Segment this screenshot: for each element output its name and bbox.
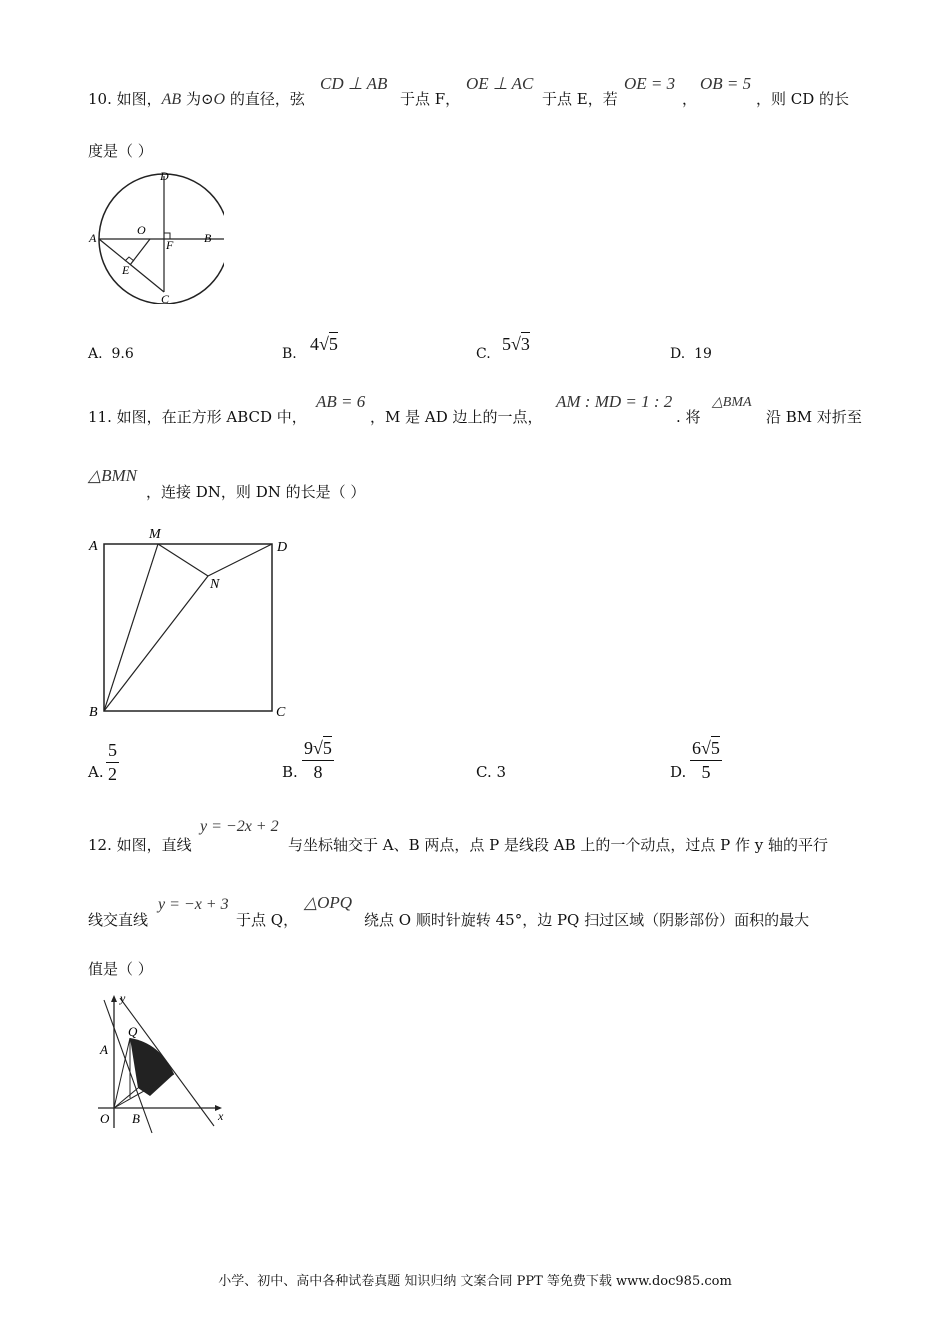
q11-prefix: 11. 如图，在正方形 ABCD 中， xyxy=(88,408,307,426)
q10-at-f: 于点 F， xyxy=(400,90,461,108)
q10-circle-figure xyxy=(84,168,224,304)
q10-label-c: C xyxy=(161,292,170,304)
q10-prefix: 10. 如图， xyxy=(88,90,162,108)
q10-option-b-radicand: 5 xyxy=(328,334,338,354)
q10-option-c-value: 5√3 xyxy=(502,334,530,354)
q11-fold-to: 沿 BM 对折至 xyxy=(766,408,862,426)
q11-line-bm xyxy=(104,544,158,711)
q11-line2-rest: ，连接 DN，则 DN 的长是（ ） xyxy=(146,483,366,501)
q11-label-d: D xyxy=(277,540,288,555)
q11-cond1: AB = 6 xyxy=(316,392,366,411)
q11-option-d-bar xyxy=(690,760,722,761)
q10-line-ac xyxy=(99,239,164,292)
q10-label-f: F xyxy=(166,238,174,252)
q10-option-b-label: B. xyxy=(282,346,297,362)
q10-option-a-value: 9.6 xyxy=(111,346,134,362)
q10-option-d[interactable] xyxy=(670,346,712,362)
q11-label-b: B xyxy=(89,705,98,720)
q10-cond3: OE = 3 xyxy=(624,74,676,93)
q10-at-e: 于点 E，若 xyxy=(542,90,618,108)
q11-option-d-radicand: 5 xyxy=(710,738,720,758)
q10-label-b: B xyxy=(204,231,212,245)
q11-option-a-bar xyxy=(106,762,119,763)
q11-option-b-coef: 9 xyxy=(304,738,313,758)
q11-option-a-den: 2 xyxy=(108,764,117,784)
q11-option-a-label[interactable]: A. xyxy=(88,763,104,781)
q10-option-b-coef: 4 xyxy=(310,334,319,354)
q11-line-bn xyxy=(104,576,208,711)
q10-comma: ， xyxy=(682,90,698,108)
q12-line2-prefix: 线交直线 xyxy=(88,911,149,929)
q10-option-c[interactable] xyxy=(476,346,491,362)
q10-cond1: CD ⊥ AB xyxy=(320,74,388,93)
q11-cond2: AM : MD = 1 : 2 xyxy=(556,392,673,411)
q11-option-b-label[interactable]: B. xyxy=(282,763,298,781)
q12-label-o: O xyxy=(100,1111,110,1126)
q10-then-cd: ，则 CD 的长 xyxy=(756,90,850,108)
q12-at-q: 于点 Q， xyxy=(236,911,299,929)
q11-label-m: M xyxy=(149,527,161,542)
q11-line-dn xyxy=(208,544,272,576)
q10-line1 xyxy=(88,88,305,109)
q11-option-d-den: 5 xyxy=(701,762,711,782)
q11-option-d-value: 6√5 5 xyxy=(692,738,720,782)
q11-fold: . 将 xyxy=(676,408,701,426)
q11-square xyxy=(104,544,272,711)
q11-option-b-den: 8 xyxy=(313,762,323,782)
q12-prefix: 12. 如图，直线 xyxy=(88,836,192,854)
q11-option-a-num: 5 xyxy=(108,740,117,760)
q11-label-a: A xyxy=(89,539,98,554)
q12-label-q: Q xyxy=(128,1024,138,1039)
q10-right-angle-e xyxy=(125,257,134,261)
q12-line2-rest: 绕点 O 顺时针旋转 45°，边 PQ 扫过区域（阴影部份）面积的最大 xyxy=(364,911,810,929)
q12-graph-figure xyxy=(90,988,230,1134)
q11-option-c[interactable] xyxy=(476,763,506,781)
q12-label-b: B xyxy=(132,1111,140,1126)
q10-label-e: E xyxy=(122,263,130,277)
q12-tri: △OPQ xyxy=(304,893,353,912)
q11-option-a-value xyxy=(106,740,119,785)
q12-line1-rest: 与坐标轴交于 A、B 两点，点 P 是线段 AB 上的一个动点，过点 P 作 y 轴的平行 xyxy=(288,836,829,854)
q10-option-d-label: D. xyxy=(670,346,686,362)
q11-option-c-value: 3 xyxy=(496,763,507,781)
q11-label-c: C xyxy=(276,705,286,720)
page-footer: 小学、初中、高中各种试卷真题 知识归纳 文案合同 PPT 等免费下载 www.doc985.com xyxy=(218,1274,732,1289)
q10-label-a: A xyxy=(89,231,97,245)
q11-option-c-label: C. xyxy=(476,763,492,781)
q11-option-b-value: 9√5 8 xyxy=(304,738,332,782)
q11-option-d-coef: 6 xyxy=(692,738,701,758)
q10-option-a[interactable] xyxy=(88,346,134,362)
q11-label-n: N xyxy=(210,577,220,592)
q11-tri2: △BMN xyxy=(88,466,137,485)
q10-is-diameter: 为⊙ xyxy=(181,90,214,108)
q11-m-on-ad: ，M 是 AD 边上的一点， xyxy=(370,408,543,426)
q10-option-a-label: A. xyxy=(88,346,103,362)
q12-label-y: y xyxy=(120,991,126,1005)
q11-option-d-label[interactable]: D. xyxy=(670,763,687,781)
q12-y-arrow-icon xyxy=(111,995,117,1002)
q10-label-o: O xyxy=(137,223,146,237)
q12-label-x: x xyxy=(218,1109,224,1123)
q11-tri1: △BMA xyxy=(712,395,752,410)
q12-line-eq1: y = −2x + 2 xyxy=(200,818,279,835)
q10-option-c-coef: 5 xyxy=(502,334,511,354)
q10-label-d: D xyxy=(160,169,169,183)
q12-label-a: A xyxy=(100,1042,108,1057)
q10-ab: AB xyxy=(161,91,182,108)
q11-line-mn xyxy=(158,544,208,576)
q11-option-b-bar xyxy=(302,760,334,761)
q10-diameter-chord: 的直径，弦 xyxy=(225,90,305,108)
q10-option-d-value: 19 xyxy=(694,346,712,362)
q12-line3: 值是（ ） xyxy=(88,960,153,978)
q10-option-c-radicand: 3 xyxy=(520,334,530,354)
q10-o: O xyxy=(213,91,226,108)
q10-option-c-label: C. xyxy=(476,346,491,362)
q12-line-eq2: y = −x + 3 xyxy=(158,896,229,913)
q10-cond4: OB = 5 xyxy=(700,74,752,93)
q10-cond2: OE ⊥ AC xyxy=(466,74,534,93)
q11-option-b-radicand: 5 xyxy=(322,738,332,758)
q12-shaded-region xyxy=(130,1038,174,1096)
q10-line-oe xyxy=(130,239,150,265)
q10-line2: 度是（ ） xyxy=(88,142,153,160)
q10-option-b-value: 4√5 xyxy=(310,334,338,354)
q11-square-figure xyxy=(86,524,296,720)
q10-option-b[interactable] xyxy=(282,346,297,362)
